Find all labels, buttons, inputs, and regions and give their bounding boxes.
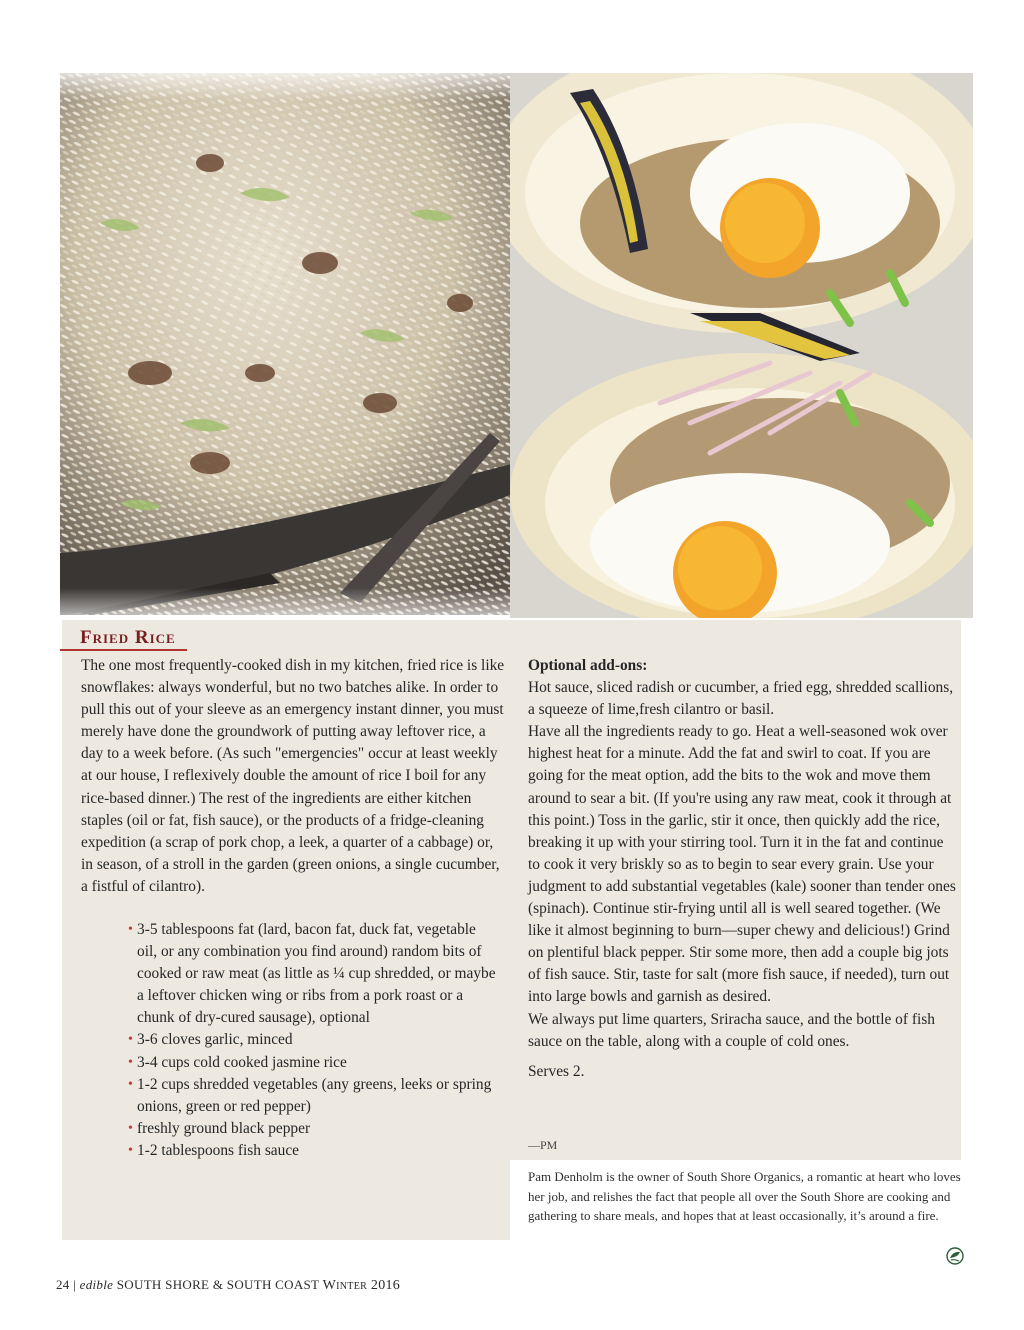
- fried-rice-wok-photo: [60, 73, 515, 615]
- issue-season: Winter 2016: [322, 1278, 401, 1293]
- bullet-icon: •: [128, 1120, 133, 1136]
- ingredient-item: [128, 1140, 498, 1162]
- ingredient-text: 1-2 tablespoons fish sauce: [137, 1141, 299, 1159]
- title-underline: [60, 649, 187, 651]
- ingredient-text: freshly ground black pepper: [137, 1119, 311, 1137]
- ingredient-item: [128, 1118, 498, 1140]
- publication-name-italic: edible: [79, 1277, 114, 1292]
- bullet-icon: •: [128, 1076, 133, 1092]
- recipe-method-column: [528, 655, 956, 1083]
- author-signoff: —PM: [528, 1138, 558, 1152]
- serving-note: We always put lime quarters, Sriracha sauce, and the bottle of fish sauce on the table, along with a couple of cold ones.: [528, 1010, 935, 1050]
- author-bio: Pam Denholm is the owner of South Shore Organics, a romantic at heart who loves her job, and relishes the fact that people all over the South Shore are cooking and gathering to share meals, and hopes that at least occasionally, it’s around a fire.: [528, 1169, 961, 1223]
- wok-photo-illustration: [60, 73, 515, 615]
- publication-name: SOUTH SHORE & SOUTH COAST: [116, 1277, 320, 1292]
- ingredient-item: [128, 1029, 498, 1051]
- recipe-title: Fried Rice: [80, 627, 176, 648]
- page-footer: [56, 1277, 400, 1294]
- ingredient-item: [128, 1052, 498, 1074]
- addons-heading: Optional add-ons:: [528, 657, 648, 674]
- serves-line: Serves 2.: [528, 1062, 585, 1080]
- ingredient-list: [128, 919, 498, 1162]
- rice-bowls-photo: [510, 73, 973, 618]
- page-number: 24: [56, 1277, 70, 1292]
- addons-text: Hot sauce, sliced radish or cucumber, a fried egg, shredded scallions, a squeeze of lime,fresh cilantro or basil.: [528, 679, 954, 719]
- bullet-icon: •: [128, 1054, 133, 1070]
- ingredient-text: 3-6 cloves garlic, minced: [137, 1031, 293, 1049]
- ingredient-text: 1-2 cups shredded vegetables (any greens, leeks or spring onions, green or red pepper): [137, 1075, 492, 1115]
- bullet-icon: •: [128, 1142, 133, 1158]
- ingredient-text: 3-5 tablespoons fat (lard, bacon fat, duck fat, vegetable oil, or any combination you find around) random bits of cooked or raw meat (as little as ¼ cup shredded, or maybe a leftover chicken wing or ribs from a pork roast or a chunk of dry-cured sausage), optional: [137, 921, 496, 1027]
- bullet-icon: •: [128, 922, 133, 937]
- ingredient-item: [128, 1074, 498, 1118]
- ingredient-text: 3-4 cups cold cooked jasmine rice: [137, 1053, 347, 1071]
- recipe-intro: The one most frequently-cooked dish in my kitchen, fried rice is like snowflakes: always wonderful, but no two batches alike. In order to pull this out of your sleeve as an emergency instant dinner, you must merely have done the groundwork of putting away leftover rice, a day to a week before. (As such "emergencies" occur at least weekly at our house, I reflexively double the amount of rice I boil for any rice-based dinner.) The rest of the ingredients are either kitchen staples (oil or fat, fish sauce), or the products of a fridge-cleaning expedition (a scrap of pork chop, a leek, a quarter of a cabbage) or, in season, of a stroll in the garden (green onions, a single cucumber, a fistful of cilantro).: [81, 657, 505, 895]
- bowls-photo-illustration: [510, 73, 973, 618]
- ingredient-item: [128, 919, 498, 1029]
- footer-separator: |: [73, 1277, 77, 1292]
- edible-logo-icon: [946, 1247, 964, 1265]
- method-text: Have all the ingredients ready to go. Heat a well-seasoned wok over highest heat for a minute. Add the fat and swirl to coat. If you are going for the meat option, add the bits to the wok and move them around to sear a bit. (If you're using any raw meat, cook it through at this point.) Toss in the garlic, stir it once, then quickly add the rice, breaking it up with your stirring tool. Turn it in the fat and continue to cook it very briskly so as to begin to sear every grain. Use your judgment to add substantial vegetables (kale) sooner than tender ones (spinach). Continue stir-frying until all is well seared together. (We like it almost beginning to burn—super chewy and delicious!) Grind on plentiful black pepper. Stir some more, then add a couple big jots of fish sauce. Stir, taste for salt (more fish sauce, if needed), turn out into large bowls and garnish as desired.: [528, 723, 956, 1006]
- bullet-icon: •: [128, 1032, 133, 1048]
